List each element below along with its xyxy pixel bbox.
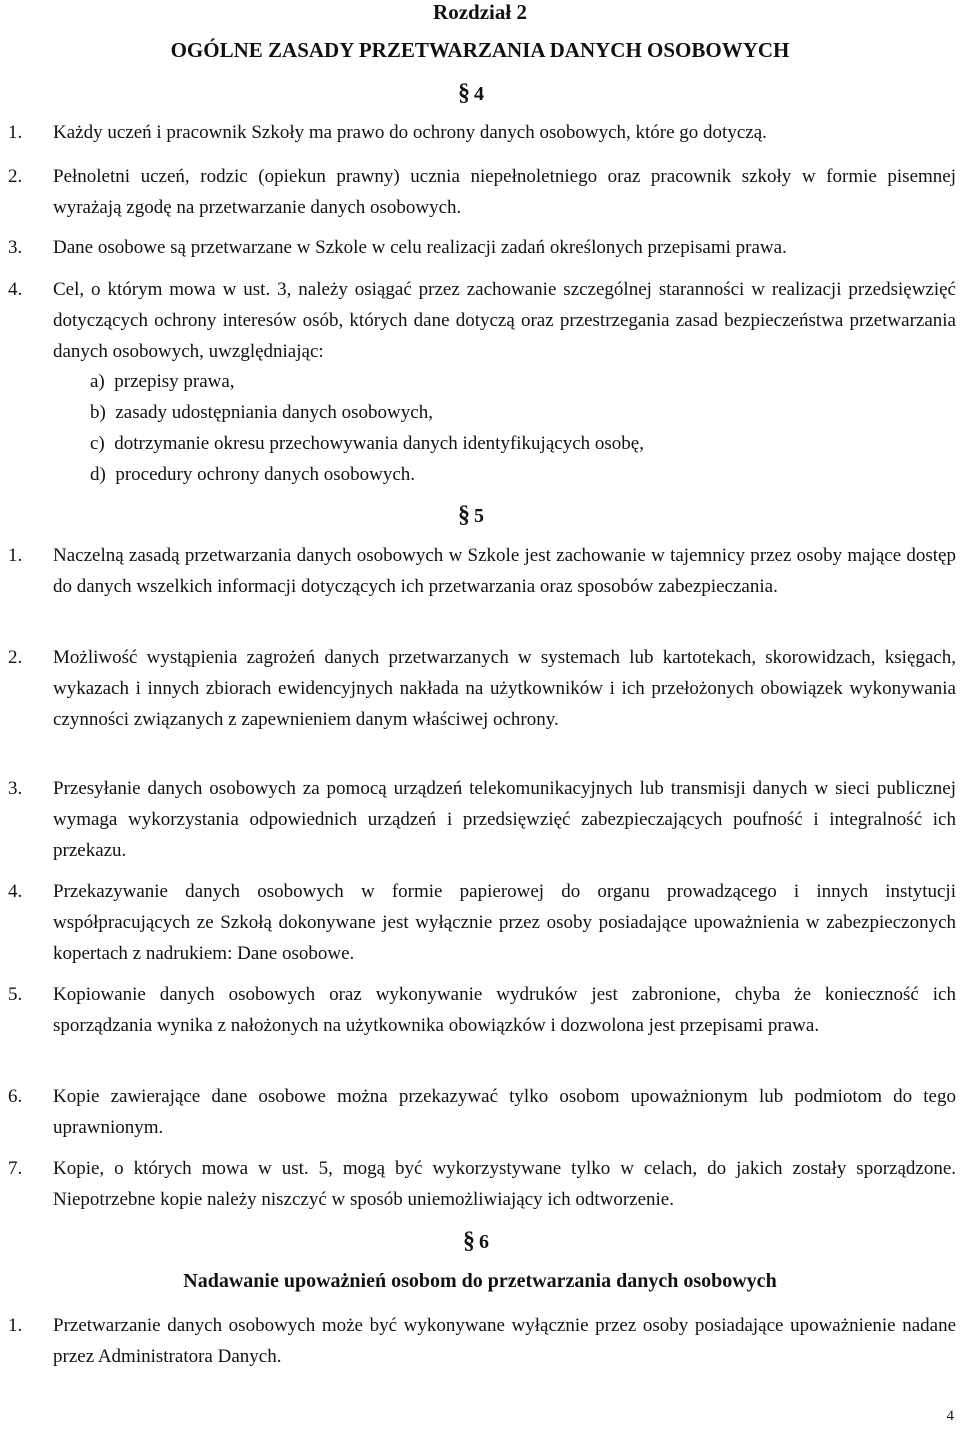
s5-item-7: [8, 1153, 956, 1215]
item-number: 2.: [8, 166, 23, 187]
s5-item-3: [8, 773, 956, 866]
section-number: 4: [474, 83, 484, 105]
s4-subitem-d: [90, 459, 415, 490]
item-text: Dane osobowe są przetwarzane w Szkole w celu realizacji zadań określonych przepisami prawa.: [53, 237, 787, 258]
s5-item-2: [8, 642, 956, 735]
item-number: 6.: [8, 1086, 23, 1107]
page-number: 4: [946, 1408, 954, 1424]
item-number: 1.: [8, 1315, 23, 1336]
item-number: 2.: [8, 647, 23, 668]
s4-subitem-a: [90, 366, 235, 397]
subitem-label: a): [90, 371, 105, 392]
s5-item-1: [8, 540, 956, 602]
subitem-text: dotrzymanie okresu przechowywania danych identyfikujących osobę,: [114, 433, 644, 454]
s5-item-4: [8, 876, 956, 969]
section-6-heading: [463, 1228, 489, 1255]
item-text: Cel, o którym mowa w ust. 3, należy osiągać przez zachowanie szczególnej staranności w realizacji przedsięwzięć dotyczących ochrony interesów osób, których dane dotyczą oraz przestrzegania zasad bezpieczeństwa przetwarzania danych osobowych, uwzględniając:: [53, 279, 956, 362]
item-number: 1.: [8, 545, 23, 566]
section-6-title: Nadawanie upoważnień osobom do przetwarzania danych osobowych: [183, 1270, 777, 1292]
item-number: 4.: [8, 279, 23, 300]
subitem-text: zasady udostępniania danych osobowych,: [115, 402, 433, 423]
chapter-label: Rozdział 2: [433, 0, 527, 24]
item-text: Przekazywanie danych osobowych w formie papierowej do organu prowadzącego i innych instytucji współpracujących ze Szkołą dokonywane jest wyłącznie przez osoby posiadające upoważnienia w zabezpieczonych kopertach z nadrukiem: Dane osobowe.: [53, 881, 956, 964]
item-number: 7.: [8, 1158, 23, 1179]
item-text: Kopiowanie danych osobowych oraz wykonywanie wydruków jest zabronione, chyba że konieczność ich sporządzania wynika z nałożonych na użytkownika obowiązków i dozwolona jest przepisami prawa.: [53, 984, 956, 1036]
chapter-title: OGÓLNE ZASADY PRZETWARZANIA DANYCH OSOBOWYCH: [170, 38, 790, 62]
item-text: Pełnoletni uczeń, rodzic (opiekun prawny) ucznia niepełnoletniego oraz pracownik szkoły w formie pisemnej wyrażają zgodę na przetwarzanie danych osobowych.: [53, 166, 956, 218]
section-4-heading: [458, 80, 484, 107]
item-text: Przetwarzanie danych osobowych może być wykonywane wyłącznie przez osoby posiadające upoważnienie nadane przez Administratora Danych.: [53, 1315, 956, 1367]
item-number: 3.: [8, 778, 23, 799]
item-text: Przesyłanie danych osobowych za pomocą urządzeń telekomunikacyjnych lub transmisji danych w sieci publicznej wymaga wykorzystania odpowiednich urządzeń i przedsięwzięć zabezpieczających poufność i integralność ich przekazu.: [53, 778, 956, 861]
section-symbol: §: [463, 1228, 475, 1254]
item-number: 5.: [8, 984, 23, 1005]
section-symbol: §: [458, 80, 470, 106]
subitem-text: przepisy prawa,: [114, 371, 235, 392]
s4-item-1: [8, 117, 956, 148]
section-symbol: §: [458, 502, 470, 528]
item-text: Kopie, o których mowa w ust. 5, mogą być wykorzystywane tylko w celach, do jakich zostały sporządzone. Niepotrzebne kopie należy niszczyć w sposób uniemożliwiający ich odtworzenie.: [53, 1158, 956, 1210]
item-text: Kopie zawierające dane osobowe można przekazywać tylko osobom upoważnionym lub podmiotom do tego uprawnionym.: [53, 1086, 956, 1138]
s4-subitem-c: [90, 428, 644, 459]
section-number: 5: [474, 505, 484, 527]
s5-item-5: [8, 979, 956, 1041]
s6-item-1: [8, 1310, 956, 1372]
section-5-heading: [458, 502, 484, 529]
subitem-label: c): [90, 433, 105, 454]
subitem-label: b): [90, 402, 106, 423]
s4-item-4: [8, 274, 956, 367]
subitem-text: procedury ochrony danych osobowych.: [115, 464, 416, 485]
subitem-label: d): [90, 464, 106, 485]
item-number: 3.: [8, 237, 23, 258]
item-number: 4.: [8, 881, 23, 902]
s4-item-2: [8, 161, 956, 223]
s4-subitem-b: [90, 397, 433, 428]
s5-item-6: [8, 1081, 956, 1143]
item-text: Możliwość wystąpienia zagrożeń danych przetwarzanych w systemach lub kartotekach, skorowidzach, księgach, wykazach i innych zbiorach ewidencyjnych nakłada na użytkowników i ich przełożonych obowiązek wykonywania czynności związanych z zapewnieniem danym właściwej ochrony.: [53, 647, 956, 730]
item-text: Naczelną zasadą przetwarzania danych osobowych w Szkole jest zachowanie w tajemnicy przez osoby mające dostęp do danych wszelkich informacji dotyczących ich przetwarzania oraz sposobów zabezpieczania.: [53, 545, 956, 597]
section-number: 6: [479, 1231, 489, 1253]
item-number: 1.: [8, 122, 23, 143]
item-text: Każdy uczeń i pracownik Szkoły ma prawo do ochrony danych osobowych, które go dotyczą.: [53, 122, 767, 143]
s4-item-3: [8, 232, 956, 263]
